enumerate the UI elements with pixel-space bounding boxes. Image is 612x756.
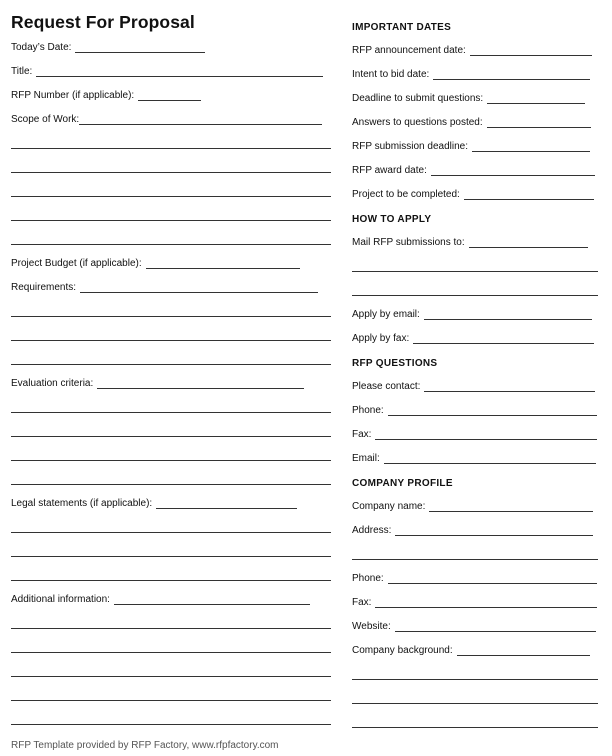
- additional-information-field[interactable]: [114, 595, 310, 605]
- additional-information-line[interactable]: [11, 628, 331, 629]
- award-date-row: [352, 165, 595, 177]
- company-name-row: [352, 501, 593, 513]
- deadline-questions-row: [352, 93, 585, 105]
- additional-information-line[interactable]: [11, 700, 331, 701]
- answers-posted-field[interactable]: [487, 118, 591, 128]
- evaluation-criteria-row: [11, 378, 304, 390]
- apply-email-row: [352, 309, 592, 321]
- todays-date-row: [11, 42, 205, 54]
- questions-fax-label: Fax:: [352, 429, 372, 440]
- title-label: Title:: [11, 66, 33, 77]
- legal-statements-row: [11, 498, 297, 510]
- project-budget-field[interactable]: [146, 259, 300, 269]
- legal-statements-field[interactable]: [156, 499, 297, 509]
- additional-information-row: [11, 594, 310, 606]
- requirements-row: [11, 282, 318, 294]
- questions-fax-field[interactable]: [375, 430, 597, 440]
- company-background-row: [352, 645, 590, 657]
- legal-statements-line[interactable]: [11, 580, 331, 581]
- rfp-number-label: RFP Number (if applicable):: [11, 90, 135, 101]
- project-completed-label: Project to be completed:: [352, 189, 460, 200]
- evaluation-criteria-line[interactable]: [11, 436, 331, 437]
- project-budget-row: [11, 258, 300, 270]
- rfp-number-field[interactable]: [138, 91, 201, 101]
- project-budget-label: Project Budget (if applicable):: [11, 258, 142, 269]
- questions-phone-row: [352, 405, 597, 417]
- evaluation-criteria-line[interactable]: [11, 460, 331, 461]
- questions-email-field[interactable]: [384, 454, 596, 464]
- intent-to-bid-row: [352, 69, 590, 81]
- company-background-line[interactable]: [352, 679, 598, 680]
- rfp-questions-heading: RFP QUESTIONS: [352, 358, 438, 369]
- evaluation-criteria-line[interactable]: [11, 412, 331, 413]
- deadline-questions-field[interactable]: [487, 94, 585, 104]
- project-completed-field[interactable]: [464, 190, 594, 200]
- how-to-apply-heading: HOW TO APPLY: [352, 214, 432, 225]
- requirements-line[interactable]: [11, 340, 331, 341]
- mail-submissions-field[interactable]: [469, 238, 588, 248]
- company-address-line[interactable]: [352, 559, 598, 560]
- additional-information-line[interactable]: [11, 676, 331, 677]
- company-website-label: Website:: [352, 621, 391, 632]
- important-dates-heading: IMPORTANT DATES: [352, 22, 452, 33]
- questions-fax-row: [352, 429, 597, 441]
- award-date-label: RFP award date:: [352, 165, 427, 176]
- intent-to-bid-label: Intent to bid date:: [352, 69, 430, 80]
- please-contact-label: Please contact:: [352, 381, 421, 392]
- company-phone-label: Phone:: [352, 573, 384, 584]
- company-background-line[interactable]: [352, 703, 598, 704]
- company-name-label: Company name:: [352, 501, 426, 512]
- please-contact-row: [352, 381, 595, 393]
- answers-posted-label: Answers to questions posted:: [352, 117, 483, 128]
- requirements-field[interactable]: [80, 283, 318, 293]
- submission-deadline-row: [352, 141, 590, 153]
- requirements-label: Requirements:: [11, 282, 77, 293]
- company-profile-heading: COMPANY PROFILE: [352, 478, 453, 489]
- apply-fax-label: Apply by fax:: [352, 333, 410, 344]
- questions-email-row: [352, 453, 596, 465]
- scope-of-work-line[interactable]: [11, 172, 331, 173]
- rfp-number-row: [11, 90, 201, 102]
- additional-information-label: Additional information:: [11, 594, 110, 605]
- scope-of-work-row: [11, 114, 322, 126]
- scope-of-work-field[interactable]: [79, 115, 322, 125]
- mail-address-line[interactable]: [352, 271, 598, 272]
- company-website-row: [352, 621, 596, 633]
- additional-information-line[interactable]: [11, 724, 331, 725]
- rfp-announcement-label: RFP announcement date:: [352, 45, 466, 56]
- mail-address-line[interactable]: [352, 295, 598, 296]
- deadline-questions-label: Deadline to submit questions:: [352, 93, 484, 104]
- mail-submissions-label: Mail RFP submissions to:: [352, 237, 465, 248]
- todays-date-field[interactable]: [75, 43, 205, 53]
- company-background-label: Company background:: [352, 645, 453, 656]
- please-contact-field[interactable]: [424, 382, 595, 392]
- company-fax-label: Fax:: [352, 597, 372, 608]
- scope-of-work-line[interactable]: [11, 196, 331, 197]
- footer-credit: RFP Template provided by RFP Factory, www.rfpfactory.com: [11, 740, 279, 751]
- scope-of-work-line[interactable]: [11, 148, 331, 149]
- additional-information-line[interactable]: [11, 652, 331, 653]
- company-address-field[interactable]: [395, 526, 593, 536]
- questions-phone-field[interactable]: [388, 406, 597, 416]
- apply-email-label: Apply by email:: [352, 309, 420, 320]
- company-website-field[interactable]: [395, 622, 596, 632]
- apply-fax-row: [352, 333, 594, 345]
- scope-of-work-line[interactable]: [11, 244, 331, 245]
- rfp-announcement-field[interactable]: [470, 46, 592, 56]
- legal-statements-line[interactable]: [11, 556, 331, 557]
- page-title: Request For Proposal: [11, 12, 195, 32]
- company-fax-row: [352, 597, 597, 609]
- rfp-announcement-row: [352, 45, 592, 57]
- requirements-line[interactable]: [11, 364, 331, 365]
- todays-date-label: Today’s Date:: [11, 42, 72, 53]
- title-row: [11, 66, 323, 78]
- answers-posted-row: [352, 117, 591, 129]
- submission-deadline-field[interactable]: [472, 142, 590, 152]
- submission-deadline-label: RFP submission deadline:: [352, 141, 468, 152]
- company-background-field[interactable]: [457, 646, 590, 656]
- questions-email-label: Email:: [352, 453, 380, 464]
- company-phone-row: [352, 573, 597, 585]
- mail-submissions-row: [352, 237, 588, 249]
- legal-statements-line[interactable]: [11, 532, 331, 533]
- apply-fax-field[interactable]: [413, 334, 594, 344]
- scope-of-work-line[interactable]: [11, 220, 331, 221]
- evaluation-criteria-label: Evaluation criteria:: [11, 378, 94, 389]
- company-address-label: Address:: [352, 525, 392, 536]
- company-fax-field[interactable]: [375, 598, 597, 608]
- company-background-line[interactable]: [352, 727, 598, 728]
- company-name-field[interactable]: [429, 502, 593, 512]
- apply-email-field[interactable]: [424, 310, 592, 320]
- requirements-line[interactable]: [11, 316, 331, 317]
- project-completed-row: [352, 189, 594, 201]
- scope-of-work-label: Scope of Work:: [11, 114, 80, 125]
- intent-to-bid-field[interactable]: [433, 70, 590, 80]
- company-phone-field[interactable]: [388, 574, 597, 584]
- evaluation-criteria-line[interactable]: [11, 484, 331, 485]
- company-address-row: [352, 525, 593, 537]
- title-field[interactable]: [36, 67, 323, 77]
- evaluation-criteria-field[interactable]: [97, 379, 304, 389]
- award-date-field[interactable]: [431, 166, 595, 176]
- questions-phone-label: Phone:: [352, 405, 384, 416]
- legal-statements-label: Legal statements (if applicable):: [11, 498, 153, 509]
